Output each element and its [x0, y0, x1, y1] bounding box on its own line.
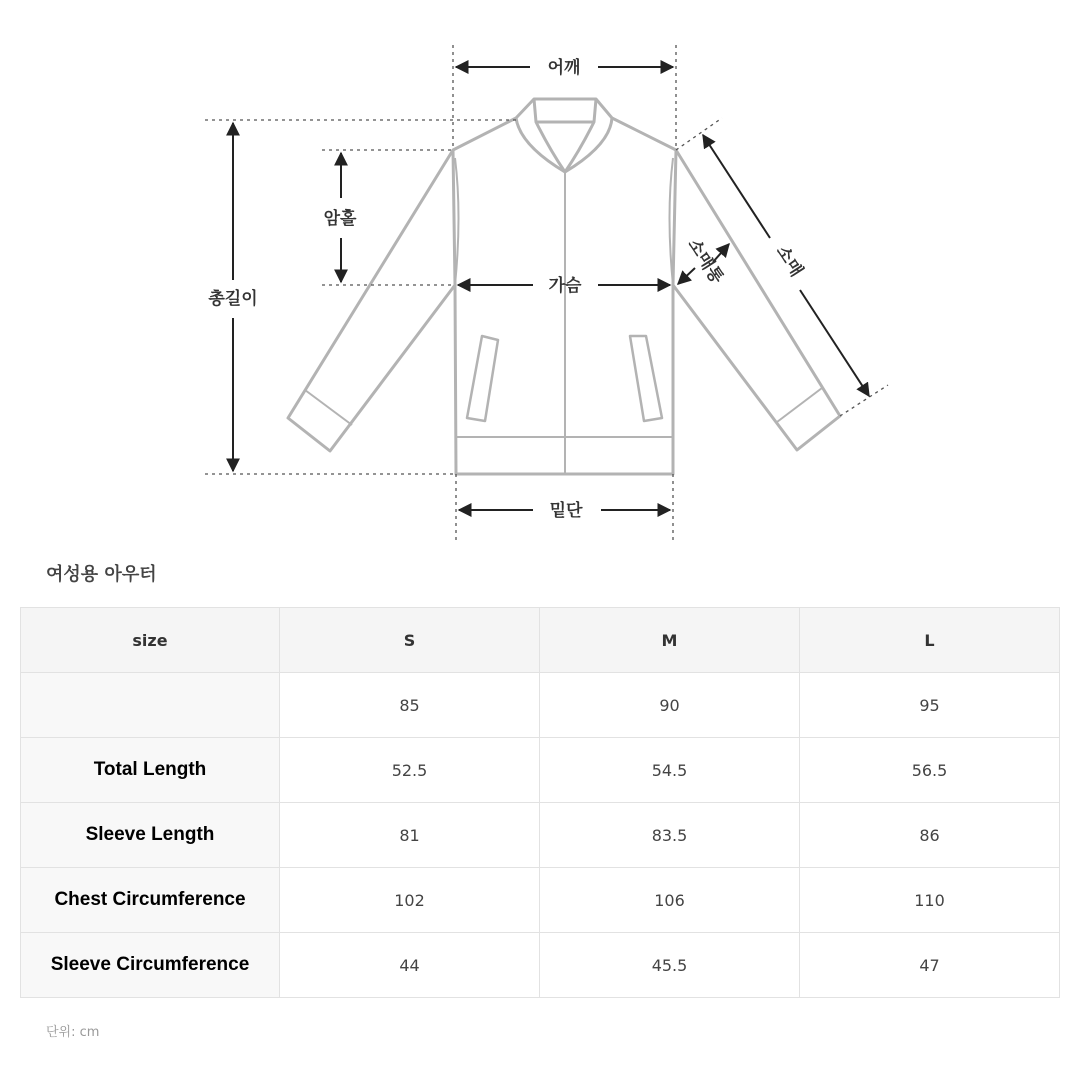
- table-row: [21, 803, 1060, 868]
- sleeve-width-arrow-bottom: [678, 268, 695, 284]
- sleeve-arrow-top: [703, 135, 770, 238]
- unit-note: 단위: cm: [46, 1025, 100, 1040]
- table-cell: 102: [280, 868, 540, 933]
- sleeve-label: 소매: [771, 242, 807, 281]
- armhole-label: 암홀: [323, 209, 357, 229]
- sleeve-width-label: 소매통: [683, 235, 728, 288]
- table-cell: 83.5: [540, 803, 800, 868]
- table-cell: 110: [800, 868, 1060, 933]
- table-cell: 54.5: [540, 738, 800, 803]
- table-cell: 95: [800, 673, 1060, 738]
- header-size-label: size: [21, 608, 280, 673]
- header-size-m: M: [540, 608, 800, 673]
- guide-lines: [205, 45, 888, 540]
- table-cell: 85: [280, 673, 540, 738]
- table-cell: 81: [280, 803, 540, 868]
- row-label: Sleeve Length: [21, 803, 280, 868]
- chest-label: 가슴: [548, 276, 582, 296]
- table-row: [21, 933, 1060, 998]
- table-cell: 86: [800, 803, 1060, 868]
- row-label: Chest Circumference: [21, 868, 280, 933]
- header-size-s: S: [280, 608, 540, 673]
- table-header-row: [21, 608, 1060, 673]
- hem-label: 밑단: [549, 501, 583, 521]
- table-cell: 90: [540, 673, 800, 738]
- row-label: Sleeve Circumference: [21, 933, 280, 998]
- table-cell: 56.5: [800, 738, 1060, 803]
- sleeve-arrow-bottom: [800, 290, 869, 396]
- table-cell: 52.5: [280, 738, 540, 803]
- table-cell: 45.5: [540, 933, 800, 998]
- total-length-label: 총길이: [208, 289, 258, 309]
- table-row: [21, 673, 1060, 738]
- header-size-l: L: [800, 608, 1060, 673]
- row-label: Total Length: [21, 738, 280, 803]
- size-chart-table: [20, 607, 1060, 998]
- section-title: 여성용 아우터: [46, 564, 157, 585]
- table-row: [21, 868, 1060, 933]
- shoulder-label: 어깨: [547, 58, 581, 78]
- table-cell: 44: [280, 933, 540, 998]
- row-label: [21, 673, 280, 738]
- table-cell: 106: [540, 868, 800, 933]
- table-row: [21, 738, 1060, 803]
- table-cell: 47: [800, 933, 1060, 998]
